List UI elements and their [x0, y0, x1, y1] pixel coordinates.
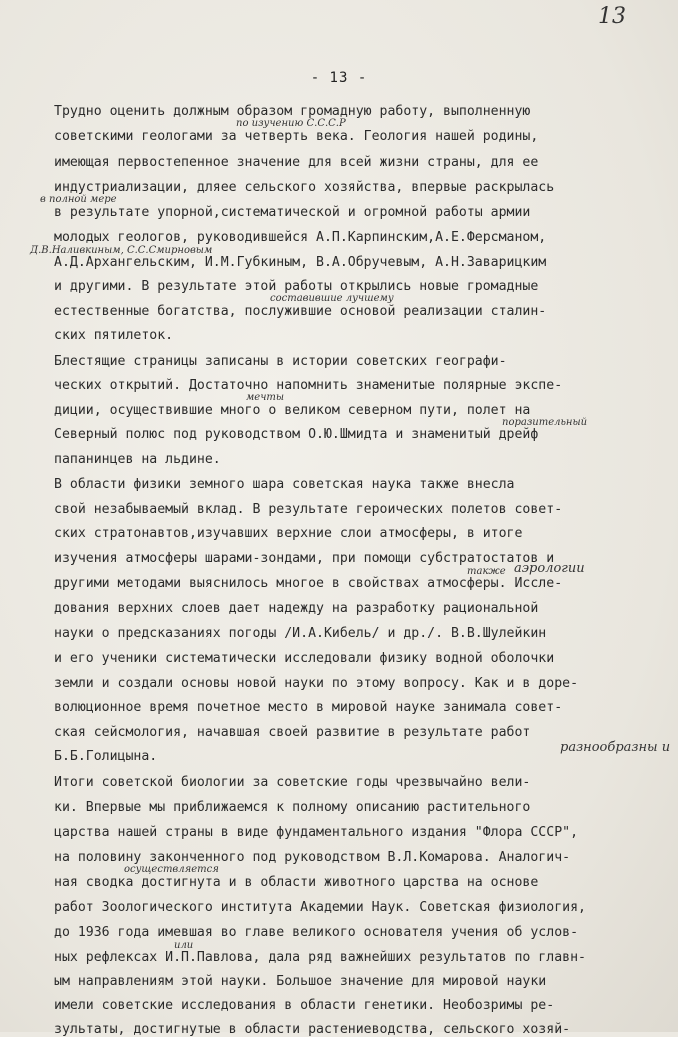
text-line: и другими. В результате этой работы открылись новые громадные [54, 279, 539, 294]
page-number: - 13 - [310, 70, 368, 86]
text-line: естественные богатства, послужившие основой реализации сталин- [54, 304, 547, 319]
text-line: и его ученики систематически исследовали физику водной оболочки [54, 651, 555, 666]
text-line: царства нашей страны в виде фундаментального издания "Флора СССР", [54, 825, 579, 840]
text-line: Северный полюс под руководством О.Ю.Шмидта и знаменитый дрейф [54, 427, 539, 442]
text-line: дования верхних слоев дает надежду на разработку рациональной [54, 601, 539, 616]
text-line: индустриализации, дляее сельского хозяйства, впервые раскрылась [54, 180, 555, 195]
text-line: в результате упорной,систематической и огромной работы армии [54, 205, 531, 220]
text-line: ым направлениям этой науки. Большое значение для мировой науки [54, 974, 547, 989]
text-line: до 1936 года имевшая во главе великого основателя учения об услов- [54, 925, 579, 940]
text-line: имеющая первостепенное значение для всей жизни страны, для ее [54, 155, 539, 170]
text-line: Блестящие страницы записаны в истории советских географи- [54, 354, 507, 369]
text-line: диции, осуществившие много о великом северном пути, полет на [54, 403, 531, 418]
handwritten-annotation: разнообразны и [560, 740, 671, 755]
handwritten-annotation: Д.В.Наливкиным, С.С.Смирновым [30, 245, 213, 256]
handwritten-annotation: аэрологии [514, 561, 585, 576]
text-line: ная сводка достигнута и в области животного царства на основе [54, 875, 539, 890]
text-line: молодых геологов, руководившейся А.П.Карпинским,А.Е.Ферсманом, [54, 230, 547, 245]
text-line: ская сейсмология, начавшая своей развитие в результате работ [54, 725, 531, 740]
text-line: зультаты, достигнутые в области растениеводства, сельского хозяй- [54, 1022, 571, 1037]
text-line: ских стратонавтов,изучавших верхние слои атмосферы, в итоге [54, 526, 523, 541]
text-line: свой незабываемый вклад. В результате героических полетов совет- [54, 502, 563, 517]
text-line: другими методами выяснилось многое в свойствах атмосферы. Иссле- [54, 576, 563, 591]
handwritten-annotation: или [174, 940, 194, 951]
text-line: папанинцев на льдине. [54, 452, 221, 467]
text-line: В области физики земного шара советская наука также внесла [54, 477, 515, 492]
text-line: ских пятилеток. [54, 328, 174, 343]
text-line: Итоги советской биологии за советские годы чрезвычайно вели- [54, 775, 531, 790]
text-line: земли и создали основы новой науки по этому вопросу. Как и в доре- [54, 676, 579, 691]
text-line: А.Д.Архангельским, И.М.Губкиным, В.А.Обручевым, А.Н.Заварицким [54, 255, 547, 270]
handwritten-page-number: 13 [598, 4, 626, 29]
text-line: волюционное время почетное место в мировой науке занимала совет- [54, 700, 563, 715]
text-line: науки о предсказаниях погоды /И.А.Кибель/ и др./. В.В.Шулейкин [54, 626, 547, 641]
handwritten-annotation: мечты [246, 392, 285, 403]
text-line: имели советские исследования в области генетики. Необозримы ре- [54, 998, 555, 1013]
text-line: изучения атмосферы шарами-зондами, при помощи субстратостатов и [54, 551, 555, 566]
text-line: на половину законченного под руководством В.Л.Комарова. Аналогич- [54, 850, 571, 865]
text-line: ных рефлексах И.П.Павлова, дала ряд важнейших результатов по главн- [54, 950, 586, 965]
handwritten-annotation: поразительный [502, 417, 588, 428]
text-line: советскими геологами за четверть века. Геология нашей родины, [54, 129, 539, 144]
handwritten-annotation: составившие лучшему [270, 293, 394, 304]
text-line: ческих открытий. Достаточно напомнить знаменитые полярные экспе- [54, 378, 563, 393]
handwritten-annotation: по изучению С.С.С.Р [236, 118, 346, 129]
handwritten-annotation: также [467, 566, 506, 577]
text-line: Трудно оценить должным образом громадную работу, выполненную [54, 104, 531, 119]
text-line: Б.Б.Голицына. [54, 749, 158, 764]
handwritten-annotation: в полной мере [40, 194, 117, 205]
text-line: работ Зоологического института Академии Наук. Советская физиология, [54, 900, 586, 915]
handwritten-annotation: осуществляется [124, 864, 219, 875]
text-line: ки. Впервые мы приближаемся к полному описанию растительного [54, 800, 531, 815]
